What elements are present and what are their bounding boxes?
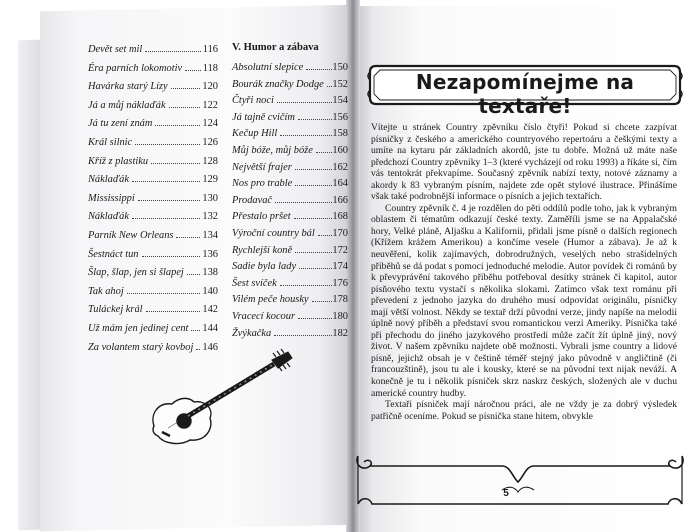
- toc-entry-page: 136: [202, 248, 218, 260]
- toc-entry-title: Král silnic: [88, 136, 133, 148]
- toc-entry-page: 158: [332, 128, 348, 140]
- toc-dot-leader: [142, 256, 201, 257]
- toc-entry-title: Bourák značky Dodge: [232, 78, 324, 90]
- toc-entry-title: Éra parních lokomotiv: [88, 62, 183, 74]
- toc-entry-page: 130: [202, 192, 218, 204]
- toc-entry-page: 172: [332, 244, 348, 256]
- toc-entry-page: 170: [332, 227, 348, 239]
- toc-entry-page: 142: [202, 304, 218, 316]
- toc-dot-leader: [275, 202, 332, 203]
- toc-dot-leader: [135, 144, 200, 145]
- toc-entry: [88, 267, 218, 286]
- footer-ornament: [352, 452, 688, 512]
- page-heading: Nezapomínejme na textaře!: [415, 70, 635, 118]
- toc-entry-page: 166: [332, 194, 348, 206]
- toc-entry: [232, 261, 348, 278]
- toc-entry-title: Náklaďák: [88, 211, 129, 223]
- toc-entry-page: 152: [332, 78, 348, 90]
- toc-dot-leader: [294, 218, 333, 219]
- toc-entry-page: 120: [202, 81, 218, 93]
- toc-entry-page: 146: [202, 341, 218, 353]
- toc-dot-leader: [185, 70, 201, 71]
- toc-entry-title: Prodavač: [232, 194, 273, 206]
- toc-entry-page: 118: [202, 62, 218, 74]
- toc-entry-title: Už mám jen jedinej cent: [88, 322, 189, 334]
- toc-entry: [232, 145, 348, 162]
- paragraph: Textaři písniček mají náročnou práci, ale ne vždy je za dobrý výsledek patřičně oceníme. Pokud se písnička stane hitem, obvykle: [371, 399, 677, 422]
- page-number: 5: [503, 488, 509, 499]
- toc-entry-title: Největší frajer: [232, 161, 292, 173]
- toc-dot-leader: [295, 185, 332, 186]
- toc-dot-leader: [127, 293, 201, 294]
- toc-entry-title: Vilém peče housky: [232, 294, 309, 306]
- toc-entry: [232, 62, 348, 79]
- toc-entry-page: 116: [202, 44, 218, 55]
- toc-dot-leader: [298, 318, 332, 319]
- paragraph: Country zpěvník č. 4 je rozdělen do pěti oddílů podle toho, jak k vybraným oblastem či tématům odkazují české texty. Zaměříli jsme se na Appalačské hory, Velké pláně, Aljašku a Kalifornii, přidali jsme písně o dalších regionech (Křížem krážem Amerikou) a končíme vesele (Humor a zábava). Je až k neuvěření, kolik zajímavých, dobrodružných, veselých nebo strašidelných příběhů se dá podat s pomocí jednoduché melodie. Autor povídek či románů by k převyprávění takového příběhu potřeboval desítky stránek či kapitol, autor písňového textu vystačí s několika slokami. Zatímco však text románu při převedení z jednoho jazyka do druhého musí odpovídat originálu, písničky mají větší volnost. Někdy se textař drží původní verze, jindy napíše na melodii úplně nový příběh a představí svou romantickou verzi Ameriky. Písnička také při přechodu do jiného jazykového prostředí může začít žít úplně jiný, nový život. V našem zpěvníku najdete obě možnosti. Vybrali jsme country a lidové písně, jejichž obsah je v češtině téměř stejný jako původně v angličtině (či francouzštině), jsou tu ale i kousky, které se na původní text nijak neváží. A konečně je tu i několik písniček skrz naskrz českých, složených ale v duchu americké country hudby.: [371, 202, 677, 399]
- paragraph: Vítejte u stránek Country zpěvníku číslo čtyři! Pokud si chcete zazpívat písničky z českého a amerického countryového repertoáru a češkými texty a umíte na kytaru pár základních akordů, jste tu dobře. Možná už máte naše předchozí Country zpěvníky 1–3 (které vycházejí od roku 1993) a říkáte si, čím vás tentokrát překvapíme. Současný zpěvník nabízí texty, notové záznamy a akordy k 83 vybraným písním, najdete zde opět stylové ilustrace. Přinášíme však také podrobnější informace o písních a jejich textařích.: [371, 122, 677, 203]
- toc-entry-title: Šlap, šlap, jen si šlapej: [88, 267, 184, 279]
- toc-entry-page: 182: [332, 327, 348, 339]
- right-table-of-contents: [232, 42, 348, 344]
- toc-entry: [88, 323, 218, 342]
- toc-entry-page: 174: [332, 261, 348, 273]
- toc-entry: [232, 211, 348, 228]
- toc-entry-title: Za volantem starý kovboj: [88, 341, 194, 353]
- toc-dot-leader: [274, 335, 332, 336]
- page-stack-edge: [18, 40, 42, 531]
- toc-dot-leader: [312, 301, 333, 302]
- toc-entry-page: 162: [332, 161, 348, 173]
- toc-entry-page: 156: [332, 111, 348, 123]
- toc-entry-page: 138: [202, 267, 218, 279]
- toc-entry-page: 178: [332, 294, 348, 306]
- toc-entry-title: Já tajně cvičím: [232, 111, 295, 123]
- section-items: [232, 62, 348, 344]
- toc-dot-leader: [299, 268, 332, 269]
- toc-entry: [232, 195, 348, 212]
- toc-entry: [88, 63, 218, 82]
- left-table-of-contents: [88, 44, 218, 360]
- toc-entry-page: 168: [332, 211, 348, 223]
- toc-entry-title: Tuláckej král: [88, 304, 143, 316]
- toc-entry-title: Já tu zení znám: [88, 118, 153, 130]
- toc-entry: [88, 249, 218, 268]
- toc-entry-title: Já a můj náklaďák: [88, 99, 166, 111]
- toc-dot-leader: [316, 152, 333, 153]
- toc-entry-page: 140: [202, 285, 218, 297]
- toc-entry: [88, 286, 218, 305]
- toc-entry-title: Čtyři noci: [232, 95, 274, 107]
- toc-dot-leader: [295, 252, 332, 253]
- toc-entry-page: 176: [332, 277, 348, 289]
- toc-entry-title: Šestnáct tun: [88, 248, 139, 260]
- toc-entry-title: Žvýkačka: [232, 327, 272, 339]
- toc-entry-title: Mississippi: [88, 192, 135, 204]
- toc-entry-title: Tak ahoj: [88, 285, 124, 297]
- toc-entry: [88, 100, 218, 119]
- toc-entry: [88, 118, 218, 137]
- section-heading: V. Humor a zábava: [232, 42, 319, 53]
- guitar-illustration: [148, 348, 294, 448]
- toc-entry: [232, 128, 348, 145]
- toc-entry: [88, 230, 218, 249]
- toc-entry-title: Havárka starý Lízy: [88, 81, 168, 93]
- toc-entry: [232, 311, 348, 328]
- toc-entry-title: Náklaďák: [88, 174, 129, 186]
- toc-entry: [88, 174, 218, 193]
- toc-dot-leader: [280, 135, 332, 136]
- toc-entry-page: 134: [202, 229, 218, 241]
- toc-entry-page: 160: [332, 144, 348, 156]
- toc-entry-title: Absolutní slepice: [232, 62, 304, 73]
- toc-entry: [88, 156, 218, 175]
- toc-entry: [232, 178, 348, 195]
- toc-dot-leader: [176, 237, 200, 238]
- toc-entry: [232, 79, 348, 96]
- toc-dot-leader: [145, 51, 201, 52]
- toc-dot-leader: [132, 181, 200, 182]
- toc-dot-leader: [138, 200, 201, 201]
- toc-dot-leader: [191, 330, 200, 331]
- toc-dot-leader: [171, 88, 201, 89]
- toc-entry-title: Kříž z plastiku: [88, 155, 149, 167]
- toc-dot-leader: [277, 102, 333, 103]
- toc-entry-title: Přestalo pršet: [232, 211, 291, 223]
- toc-entry-title: Nos pro trable: [232, 178, 293, 190]
- toc-entry-page: 122: [202, 99, 218, 111]
- toc-entry-title: Parník New Orleans: [88, 229, 174, 241]
- toc-dot-leader: [306, 69, 332, 70]
- toc-entry: [232, 112, 348, 129]
- toc-entry: [232, 228, 348, 245]
- toc-entry: [88, 44, 218, 63]
- toc-entry-page: 164: [332, 178, 348, 190]
- toc-dot-leader: [146, 311, 201, 312]
- toc-entry: [88, 304, 218, 323]
- toc-entry-title: Rychlejší koně: [232, 244, 293, 256]
- toc-dot-leader: [169, 107, 201, 108]
- toc-entry-page: 129: [202, 174, 218, 186]
- toc-entry-title: Sadie byla lady: [232, 261, 297, 273]
- toc-entry: [232, 162, 348, 179]
- toc-entry: [232, 245, 348, 262]
- toc-dot-leader: [298, 119, 333, 120]
- toc-dot-leader: [151, 163, 200, 164]
- toc-entry-title: Devět set mil: [88, 44, 143, 55]
- toc-entry-page: 126: [202, 136, 218, 148]
- toc-entry-page: 150: [332, 62, 348, 73]
- toc-dot-leader: [318, 235, 333, 236]
- toc-entry-title: Kečup Hill: [232, 128, 278, 140]
- toc-entry-title: Vracecí kocour: [232, 310, 295, 322]
- toc-entry-page: 154: [332, 95, 348, 107]
- toc-entry-title: Výroční country bál: [232, 227, 315, 239]
- toc-entry-page: 180: [332, 310, 348, 322]
- toc-entry-page: 124: [202, 118, 218, 130]
- toc-entry-page: 144: [202, 322, 218, 334]
- toc-entry: [232, 95, 348, 112]
- toc-dot-leader: [280, 285, 333, 286]
- toc-dot-leader: [295, 169, 333, 170]
- toc-entry: [88, 193, 218, 212]
- toc-entry-title: Můj bóže, můj bóže: [232, 144, 313, 156]
- toc-entry: [88, 81, 218, 100]
- toc-dot-leader: [132, 218, 200, 219]
- toc-entry: [232, 328, 348, 345]
- toc-entry: [232, 278, 348, 295]
- toc-entry-title: Šest svíček: [232, 277, 277, 289]
- toc-dot-leader: [187, 274, 201, 275]
- toc-entry-page: 128: [202, 155, 218, 167]
- toc-entry: [88, 211, 218, 230]
- toc-entry-page: 132: [202, 211, 218, 223]
- toc-entry: [232, 294, 348, 311]
- toc-dot-leader: [155, 125, 200, 126]
- toc-entry: [88, 137, 218, 156]
- article-body: [371, 122, 677, 422]
